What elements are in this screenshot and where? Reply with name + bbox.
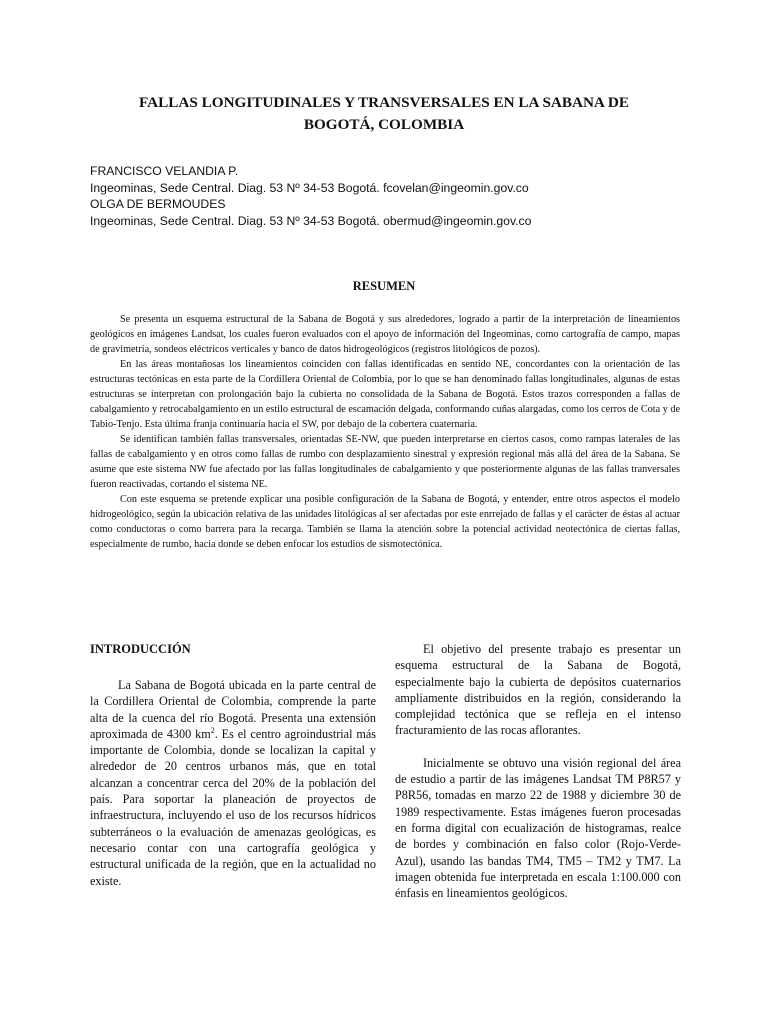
intro-paragraph [90, 677, 376, 889]
abstract-paragraph: Se identifican también fallas transversales, orientadas SE-NW, que pueden interpretarse en ciertos casos, como rampas laterales de las fallas de cabalgamiento y en otros como fallas de rumbo con desplazamiento sinestral y expresión regional más allá del área de la Sabana. Se asume que este sistema NW fue afectado por las fallas longitudinales de cabalgamiento y que posteriormente algunas de las fallas tranversales fueron reactivadas, cortando el sistema NE. [90, 434, 680, 490]
right-column [395, 641, 681, 901]
body-paragraph: El objetivo del presente trabajo es presentar un esquema estructural de la Sabana de Bogotá, especialmente bajo la cubierta de depósitos cuaternarios ampliamente distribuidos en la región, considerando la complejidad tectónica que se refleja en el intenso fracturamiento de las rocas aflorantes. [395, 642, 681, 738]
abstract-paragraph: Con este esquema se pretende explicar una posible configuración de la Sabana de Bogotá, y entender, entre otros aspectos el modelo hidrogeológico, según la ubicación relativa de las unidades litológicas al ser afectadas por este enrrejado de fallas y el carácter de éstas al actuar como conductoras o como barrera para la recarga. También se llama la atención sobre la potencial actividad neotectónica de ciertas fallas, especialmente de rumbo, hacia donde se deben enfocar los estudios de sismotectónica. [90, 494, 680, 550]
section-heading-introduccion: INTRODUCCIÓN [90, 642, 191, 656]
abstract-heading: RESUMEN [352, 279, 416, 293]
abstract-paragraph: Se presenta un esquema estructural de la Sabana de Bogotá y sus alrededores, logrado a partir de la interpretación de lineamientos geológicos en imágenes Landsat, los cuales fueron evaluados con el apoyo de información del Ingeominas, como cartografía de campo, mapas de gravimetría, sondeos eléctricos verticales y banco de datos hidrogeológicos (registros litológicos de pozos). [90, 314, 680, 355]
author-affiliation: Ingeominas, Sede Central. Diag. 53 Nº 34-53 Bogotá. fcovelan@ingeomin.gov.co [90, 180, 529, 195]
intro-text-part: . Es el centro agroindustrial más importante de Colombia, donde se localizan la capital y alrededor de 20 centros urbanos más, que en total alcanzan a concentrar cerca del 20% de la población del país. Para soportar la planeación de proyectos de infraestructura, incluyendo el uso de los recursos hídricos subterráneos o la evaluación de amenazas geológicas, es necesario contar con una cartografía geológica y estructural unificada de la región, que en la actualidad no existe. [90, 726, 376, 888]
author-name: OLGA DE BERMOUDES [90, 197, 226, 211]
author-block [90, 163, 690, 229]
title-line-1: FALLAS LONGITUDINALES Y TRANSVERSALES EN LA SABANA DE [139, 94, 629, 111]
body-paragraph: Inicialmente se obtuvo una visión regional del área de estudio a partir de las imágenes Landsat TM P8R57 y P8R56, tomadas en marzo 22 de 1988 y diciembre 30 de 1989 respectivamente. Estas imágenes fueron procesadas en forma digital con ecualización de histogramas, realce de bordes y combinación en falso color (Rojo-Verde-Azul), usando las bandas TM4, TM5 – TM2 y TM7. La imagen obtenida fue interpretada en escala 1:100.000 con énfasis en lineamientos geológicos. [395, 755, 681, 901]
superscript: 2 [210, 725, 215, 735]
author-name: FRANCISCO VELANDIA P. [90, 164, 239, 178]
abstract-paragraph: En las áreas montañosas los lineamientos coinciden con fallas identificadas en sentido NE, concordantes con la orientación de las estructuras tectónicas en esta parte de la Cordillera Oriental de Colombia, por lo que se han denominado fallas longitudinales, algunas de estas estructuras se interpretan con prolongación bajo la cubierta no consolidada de la Sabana de Bogotá. Estos trazos corresponden a fallas de cabalgamiento y retrocabalgamiento en un estilo estructural de escamación delgada, conformando cuñas alargadas, como los cerros de Cota y de Tabio-Tenjo. Esta última franja continuaría hacia el SW, por debajo de la cobertera cuaternaria. [90, 359, 680, 430]
title-line-2: BOGOTÁ, COLOMBIA [303, 116, 465, 133]
intro-text-part: La Sabana de Bogotá ubicada en la parte central de la Cordillera Oriental de Colombia, comprende la parte alta de la cuenca del río Bogotá. Presenta una extensión aproximada de 4300 km [90, 678, 376, 741]
paper-title [70, 92, 698, 136]
left-column [90, 641, 376, 889]
abstract-body [90, 312, 680, 552]
author-affiliation: Ingeominas, Sede Central. Diag. 53 Nº 34-53 Bogotá. obermud@ingeomin.gov.co [90, 213, 532, 228]
